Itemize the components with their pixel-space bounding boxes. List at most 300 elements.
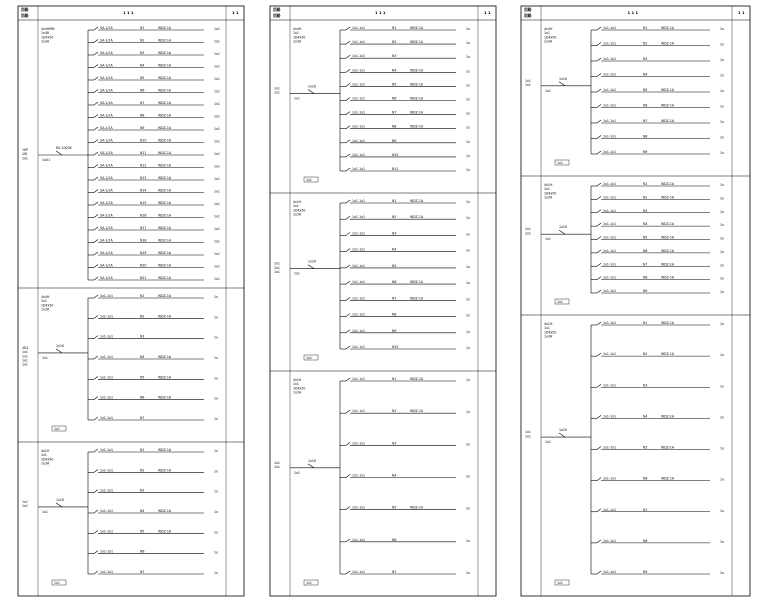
circuit-row: [591, 249, 724, 254]
branch-breaker-symbol: [94, 265, 98, 268]
circuit-code: N2: [140, 38, 145, 43]
circuit-code: N6: [392, 96, 397, 101]
load-note: 1x: [466, 506, 470, 511]
panel-tag-label: 1x1: [42, 509, 48, 514]
load-note: 1x: [466, 111, 470, 116]
load-note: 1x1: [214, 89, 220, 94]
circuit-code: N19: [140, 251, 147, 255]
circuit-code: N4: [140, 509, 145, 513]
branch-breaker-label: 1x1-1x1: [352, 68, 366, 73]
circuit-row: [591, 42, 724, 47]
circuit-code: N8: [643, 275, 648, 280]
load-note: 1x: [466, 378, 470, 382]
circuit-row: [88, 314, 218, 319]
circuit-code: N6: [643, 476, 648, 481]
circuit-row: [88, 51, 220, 56]
load-note: 1x: [720, 58, 724, 62]
load-note: 1x: [466, 200, 470, 204]
circuit-code: N6: [140, 549, 145, 554]
main-breaker-label: 1x1K: [559, 76, 568, 81]
branch-breaker-symbol: [597, 210, 601, 213]
load-note: 1x: [214, 571, 218, 575]
load-note: 1x: [720, 290, 724, 294]
branch-breaker-symbol: [94, 356, 98, 359]
panel-info-text: 1x1: [544, 326, 550, 331]
cable-spec: WDZ-1A: [158, 76, 172, 80]
circuit-row: [340, 231, 470, 236]
cable-spec: WDZ-1A: [410, 96, 424, 101]
circuit-row: [88, 26, 220, 31]
branch-breaker-symbol: [346, 216, 350, 219]
panel-info-text: 1x1: [544, 187, 550, 192]
cable-spec: WDZ-1A: [158, 26, 172, 30]
branch-breaker-label: 1x1-1x1: [100, 416, 114, 420]
branch-breaker-symbol: [94, 490, 98, 493]
branch-breaker-symbol: [94, 215, 98, 218]
circuit-row: [340, 215, 470, 220]
load-note: 1x1: [214, 264, 220, 269]
circuit-code: N1: [392, 377, 397, 381]
cable-spec: WDZ-1A: [158, 314, 172, 319]
branch-breaker-label: SA-1/1A: [100, 176, 113, 180]
cable-spec: WDZ-1A: [410, 409, 424, 414]
branch-breaker-label: SA-1/1A: [100, 101, 113, 105]
circuit-code: N4: [140, 63, 145, 68]
branch-breaker-label: 1x1-1x1: [100, 488, 114, 493]
circuit-row: [591, 352, 724, 357]
circuit-row: [340, 441, 470, 446]
circuit-code: N2: [392, 409, 397, 414]
circuit-code: N1: [140, 26, 145, 30]
panel-info-text: 1x48: [41, 31, 49, 36]
header-label: 1 1: [738, 10, 745, 15]
load-note: 1x: [720, 446, 724, 451]
main-breaker-symbol: [308, 265, 314, 269]
load-note: 1x: [720, 42, 724, 47]
panel-info-text: 1D4x50: [293, 208, 306, 213]
panel-info-text: 4x4H: [293, 27, 302, 31]
panel-box: [274, 26, 470, 182]
bottom-tag-label: 1x1: [306, 178, 312, 182]
circuit-code: N5: [643, 235, 648, 240]
circuit-row: [88, 264, 220, 269]
branch-breaker-label: SA-1/1A: [100, 251, 113, 255]
load-note: 1x: [466, 313, 470, 318]
panel-side-label: 1x1: [22, 362, 28, 367]
circuit-row: [88, 396, 218, 401]
circuit-row: [591, 321, 724, 326]
panel-side-label: 1x1: [274, 460, 280, 465]
load-note: 1x1: [214, 127, 220, 131]
circuit-code: N17: [140, 226, 147, 230]
branch-breaker-label: SA-1/1A: [100, 63, 113, 68]
panel-side-label: 1x1: [525, 430, 531, 435]
bottom-tag-label: 1x1: [54, 581, 60, 585]
header-label: 回路: [524, 13, 532, 18]
circuit-code: N3: [643, 208, 648, 213]
circuit-code: N5: [140, 375, 145, 380]
header-label: 1 1: [232, 10, 239, 15]
branch-breaker-label: 1x1-1x1: [603, 321, 617, 325]
load-note: 1x: [214, 396, 218, 401]
circuit-row: [88, 375, 218, 380]
circuit-code: N9: [140, 126, 145, 130]
circuit-code: N9: [392, 138, 397, 143]
circuit-code: N6: [643, 248, 648, 253]
branch-breaker-label: 1x1-1x1: [352, 377, 366, 381]
cable-spec: WDZ-1A: [410, 280, 424, 285]
circuit-code: N3: [392, 231, 397, 236]
bottom-tag-label: 1x1: [557, 581, 563, 585]
circuit-code: N3: [392, 54, 397, 59]
circuit-row: [591, 236, 724, 241]
panel-info-text: 1x3A: [544, 195, 553, 200]
cable-spec: WDZ-1A: [158, 213, 172, 218]
cable-spec: WDZ-1A: [661, 182, 675, 186]
branch-breaker-symbol: [346, 539, 350, 542]
panel-info-text: 4x1H: [293, 378, 302, 382]
panel-info-text: 1x1: [293, 204, 299, 209]
main-breaker-symbol: [559, 82, 565, 86]
load-note: 1x: [720, 353, 724, 358]
panel-box: [270, 193, 496, 360]
panel-tag-label: 1xX1: [42, 158, 51, 162]
main-breaker-symbol: [56, 349, 62, 353]
load-note: 1x: [466, 571, 470, 575]
circuit-code: N7: [643, 262, 648, 267]
cable-spec: WDZ-1A: [661, 321, 675, 325]
branch-breaker-label: 1x1-1x1: [603, 41, 617, 46]
branch-breaker-label: SA-1/1A: [100, 226, 113, 230]
panel-info-text: 1D4x50: [293, 386, 306, 391]
branch-breaker-symbol: [346, 346, 350, 349]
branch-breaker-symbol: [94, 27, 98, 30]
panel-info-text: 4x1H: [293, 200, 302, 204]
branch-breaker-symbol: [94, 449, 98, 452]
panel-box: [18, 288, 244, 431]
branch-breaker-label: 1x1-1x1: [100, 529, 114, 534]
circuit-code: N3: [392, 441, 397, 446]
branch-breaker-label: 1x1-1x1: [352, 54, 366, 59]
branch-breaker-symbol: [94, 202, 98, 205]
branch-breaker-symbol: [94, 530, 98, 533]
branch-breaker-label: 1x1-1x1: [352, 505, 366, 510]
branch-breaker-symbol: [346, 507, 350, 510]
load-note: 1x: [466, 27, 470, 31]
load-note: 1x1: [214, 277, 220, 281]
branch-breaker-label: 1x1-1x1: [603, 150, 617, 154]
cable-spec: WDZ-1A: [158, 63, 172, 68]
branch-breaker-symbol: [597, 263, 601, 266]
load-note: 1x: [214, 356, 218, 360]
branch-breaker-label: 1x1-1x1: [603, 182, 617, 186]
branch-breaker-label: 1x1-1x1: [352, 110, 366, 115]
branch-breaker-symbol: [346, 281, 350, 284]
branch-breaker-symbol: [346, 140, 350, 143]
circuit-row: [591, 135, 724, 140]
branch-breaker-label: 1x1-1x1: [352, 40, 366, 45]
panel-tag-label: 1x1: [545, 440, 551, 445]
circuit-code: N14: [140, 188, 147, 193]
cable-spec: WDZ-1A: [661, 248, 675, 253]
panel-info-text: 1D4x50: [293, 35, 306, 40]
branch-breaker-label: 1x1-1x1: [603, 208, 617, 213]
load-note: 1x: [214, 550, 218, 555]
panel-tag-label: 1x1: [545, 88, 551, 93]
header-label: 回路: [273, 13, 281, 18]
circuit-row: [88, 226, 220, 231]
load-note: 1x: [720, 276, 724, 281]
load-note: 1x: [214, 315, 218, 320]
branch-breaker-symbol: [94, 152, 98, 155]
load-note: 1x: [720, 151, 724, 155]
circuit-code: N11: [140, 151, 147, 155]
load-note: 1x: [720, 183, 724, 187]
branch-breaker-symbol: [94, 469, 98, 472]
main-breaker-symbol: [308, 89, 314, 93]
branch-breaker-symbol: [94, 551, 98, 554]
cable-spec: WDZ-1A: [410, 124, 424, 129]
circuit-row: [340, 377, 470, 382]
circuit-code: N6: [643, 103, 648, 108]
cable-spec: WDZ-1A: [661, 195, 675, 200]
panel-side-label: 1x1: [274, 261, 280, 266]
branch-breaker-symbol: [346, 27, 350, 30]
branch-breaker-label: 1x1-1x1: [603, 134, 617, 139]
branch-breaker-label: 1x1-1x1: [603, 57, 617, 61]
branch-breaker-label: 1x1-1x1: [352, 345, 366, 349]
panel-side-label: 1x1: [274, 465, 280, 470]
branch-breaker-symbol: [346, 475, 350, 478]
branch-breaker-label: 1x1-1x1: [603, 445, 617, 450]
circuit-code: N2: [643, 41, 648, 46]
panel-side-label: 1x1: [525, 83, 531, 87]
load-note: 1x: [720, 196, 724, 201]
sheet-column-1: [18, 6, 244, 596]
panel-side-label: 1x1: [22, 499, 28, 504]
circuit-code: N10: [392, 152, 399, 157]
cable-spec: WDZ-1A: [158, 238, 172, 243]
circuit-row: [591, 477, 724, 482]
branch-breaker-symbol: [346, 265, 350, 268]
branch-breaker-symbol: [346, 571, 350, 574]
branch-breaker-symbol: [597, 151, 601, 154]
circuit-code: N16: [140, 213, 147, 218]
circuit-row: [340, 68, 470, 73]
circuit-code: N7: [140, 416, 145, 420]
panel-tag-label: 1x1: [545, 237, 551, 242]
main-breaker-label: 1x1K: [308, 84, 317, 89]
branch-breaker-symbol: [94, 252, 98, 255]
branch-breaker-symbol: [346, 98, 350, 101]
cable-spec: WDZ-1A: [410, 215, 424, 220]
branch-breaker-symbol: [94, 102, 98, 105]
circuit-row: [591, 570, 724, 575]
branch-breaker-label: 1x1-1x1: [100, 570, 114, 574]
load-note: 1x: [466, 329, 470, 334]
load-note: 1x: [720, 135, 724, 140]
load-note: 1x: [466, 55, 470, 60]
load-note: 1x: [466, 538, 470, 543]
cable-spec: WDZ-1A: [410, 40, 424, 45]
circuit-code: N4: [643, 414, 648, 419]
cable-spec: WDZ-1A: [410, 82, 424, 87]
branch-breaker-symbol: [94, 240, 98, 243]
main-breaker-symbol: [559, 433, 565, 437]
branch-breaker-label: 1x1-1x1: [352, 263, 366, 268]
branch-breaker-label: 1x1-1x1: [100, 448, 114, 452]
load-note: 1x: [466, 168, 470, 172]
circuit-code: N5: [140, 76, 145, 80]
cable-spec: WDZ-1A: [661, 414, 675, 419]
branch-breaker-symbol: [597, 353, 601, 356]
branch-breaker-symbol: [597, 89, 601, 92]
load-note: 1x1: [214, 239, 220, 244]
circuit-code: N1: [140, 448, 145, 452]
cable-spec: WDZ-1A: [661, 476, 675, 481]
branch-breaker-symbol: [597, 384, 601, 387]
main-breaker-symbol: [308, 464, 314, 468]
branch-breaker-symbol: [94, 510, 98, 513]
branch-breaker-symbol: [94, 165, 98, 168]
circuit-code: N9: [643, 150, 648, 154]
branch-breaker-symbol: [597, 540, 601, 543]
circuit-row: [88, 126, 220, 131]
sheet-column-3: [521, 6, 750, 596]
branch-breaker-symbol: [597, 250, 601, 253]
cable-spec: WDZ-1A: [158, 188, 172, 193]
circuit-row: [591, 104, 724, 109]
branch-breaker-label: 1x1-1x1: [603, 383, 617, 388]
branch-breaker-label: 1x1-1x1: [352, 26, 366, 30]
load-note: 1x: [214, 376, 218, 381]
header-title: 1 1 1: [123, 10, 134, 15]
branch-breaker-label: 1x1-1x1: [603, 248, 617, 253]
branch-breaker-label: 1x1-1x1: [100, 314, 114, 319]
branch-breaker-label: 1x1-1x1: [603, 352, 617, 357]
branch-breaker-symbol: [597, 415, 601, 418]
panel-box: [22, 26, 220, 281]
load-note: 1x: [720, 209, 724, 214]
branch-breaker-symbol: [346, 168, 350, 171]
load-note: 1x: [214, 489, 218, 494]
circuit-row: [591, 383, 724, 388]
cable-spec: WDZ-1A: [158, 509, 172, 513]
circuit-code: N2: [643, 352, 648, 357]
branch-breaker-symbol: [597, 27, 601, 30]
circuit-code: N8: [392, 124, 397, 129]
circuit-code: N9: [643, 289, 648, 293]
branch-breaker-symbol: [597, 277, 601, 280]
load-note: 1x: [720, 73, 724, 78]
circuit-code: N8: [643, 538, 648, 543]
branch-breaker-symbol: [94, 315, 98, 318]
branch-breaker-label: 1x1-1x1: [352, 328, 366, 333]
cable-spec: WDZ-1A: [410, 377, 424, 381]
circuit-row: [88, 89, 220, 94]
panel-info-text: 1D4x50: [544, 330, 557, 335]
panel-info-text: 4x1H: [544, 322, 553, 326]
branch-breaker-symbol: [94, 336, 98, 339]
branch-breaker-label: 1x1-1x1: [603, 103, 617, 108]
circuit-row: [340, 313, 470, 318]
load-note: 1x: [214, 295, 218, 299]
cable-spec: WDZ-1A: [410, 296, 424, 301]
panel-side-label: 1W: [22, 152, 28, 157]
panel-info-text: 1D4x50: [41, 457, 54, 462]
branch-breaker-symbol: [94, 295, 98, 298]
bottom-tag-label: 1x1: [54, 427, 60, 431]
branch-breaker-symbol: [346, 112, 350, 115]
load-note: 1x: [720, 89, 724, 93]
load-note: 1x: [214, 469, 218, 474]
load-note: 1x: [720, 477, 724, 482]
branch-breaker-symbol: [597, 58, 601, 61]
branch-breaker-label: 1x1-1x1: [100, 395, 114, 400]
branch-breaker-symbol: [597, 183, 601, 186]
load-note: 1x1: [214, 164, 220, 169]
circuit-code: N8: [140, 113, 145, 118]
branch-breaker-label: 1x1-1x1: [352, 570, 366, 574]
panel-info-text: 4x1H: [41, 449, 50, 453]
circuit-code: N2: [643, 195, 648, 200]
cable-spec: WDZ-1A: [158, 201, 172, 205]
circuit-row: [88, 176, 220, 181]
circuit-row: [88, 164, 220, 169]
circuit-code: N5: [643, 88, 648, 92]
branch-breaker-symbol: [94, 571, 98, 574]
circuit-row: [340, 40, 470, 45]
branch-breaker-label: 1x1-1x1: [352, 537, 366, 542]
circuit-row: [340, 139, 470, 144]
circuit-row: [88, 189, 220, 194]
load-note: 1x: [720, 322, 724, 326]
branch-breaker-label: SA-1/1A: [100, 276, 113, 280]
panel-side-label: 1x1: [274, 90, 280, 95]
panel-info-text: 1x3A: [41, 461, 50, 466]
circuit-row: [591, 508, 724, 513]
cable-spec: WDZ-1A: [158, 395, 172, 400]
bottom-tag-label: 1x1: [306, 356, 312, 360]
circuit-row: [340, 296, 470, 301]
branch-breaker-symbol: [597, 74, 601, 77]
panel-side-label: 1x1: [525, 434, 531, 439]
load-note: 1x1: [214, 114, 220, 119]
header-label: 回路: [21, 7, 29, 12]
branch-breaker-label: SA-1/1A: [100, 201, 113, 205]
panel-side-label: 1x1: [525, 231, 531, 236]
panel-info-text: 1D4x50: [544, 35, 557, 40]
branch-breaker-label: 1x1-1x1: [352, 247, 366, 252]
load-note: 1x1: [214, 152, 220, 156]
load-note: 1x: [466, 297, 470, 302]
load-note: 1x: [720, 415, 724, 420]
circuit-row: [88, 448, 218, 453]
branch-breaker-symbol: [597, 290, 601, 293]
cable-spec: WDZ-1A: [158, 113, 172, 118]
load-note: 1x: [720, 384, 724, 389]
cable-spec: WDZ-1A: [661, 88, 675, 92]
panel-side-label: 4D1: [22, 345, 29, 350]
circuit-code: N4: [392, 473, 397, 478]
branch-breaker-symbol: [346, 154, 350, 157]
circuit-row: [88, 239, 220, 244]
circuit-code: N1: [643, 26, 648, 30]
load-note: 1x: [214, 417, 218, 421]
cable-spec: WDZ-1A: [158, 138, 172, 143]
main-breaker-label: 1x1K: [308, 458, 317, 463]
cable-spec: WDZ-1A: [661, 352, 675, 357]
